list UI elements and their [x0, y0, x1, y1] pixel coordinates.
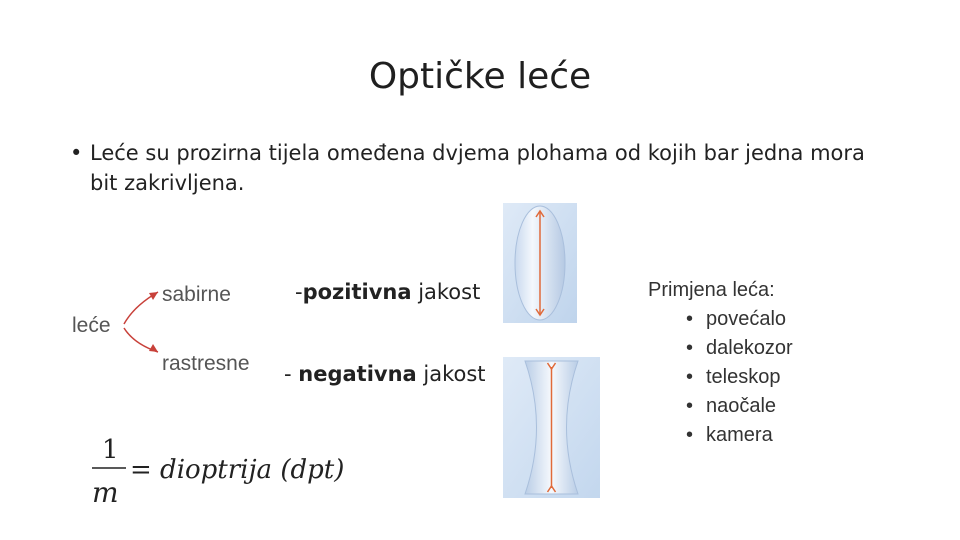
usage-items: [648, 305, 793, 450]
convex-lens-icon: [503, 203, 577, 323]
formula-rhs: = dioptrija (dpt): [130, 455, 345, 485]
bullet-point: [70, 138, 890, 198]
lens-usage-list: [648, 276, 793, 450]
slide-title: Optičke leće: [368, 56, 592, 97]
positive-power-label: [295, 280, 480, 304]
lenses-root-label: leće: [72, 314, 111, 337]
concave-lens-icon: [503, 357, 600, 498]
branch-arrows-icon: [118, 280, 162, 360]
converging-lens-label: sabirne: [162, 283, 231, 306]
negative-bold: negativna: [298, 362, 417, 386]
usage-item: • povećalo: [648, 305, 793, 334]
diopter-formula: [88, 430, 348, 510]
positive-rest: jakost: [411, 280, 481, 304]
bullet-text: Leće su prozirna tijela omeđena dvjema plohama od kojih bar jedna mora bit zakrivljena.: [90, 141, 865, 195]
positive-bold: pozitivna: [302, 280, 412, 304]
usage-heading: Primjena leća:: [648, 279, 775, 301]
positive-prefix: -: [295, 280, 303, 304]
usage-item: • naočale: [648, 392, 793, 421]
usage-item: • kamera: [648, 421, 793, 450]
diverging-lens-label: rastresne: [162, 352, 250, 375]
negative-power-label: [284, 362, 486, 386]
usage-item: • teleskop: [648, 363, 793, 392]
negative-prefix: -: [284, 362, 299, 386]
bullet-dot: •: [70, 141, 83, 165]
formula-denominator: m: [92, 476, 119, 509]
negative-rest: jakost: [416, 362, 486, 386]
formula-numerator: 1: [102, 435, 119, 465]
usage-item: • dalekozor: [648, 334, 793, 363]
